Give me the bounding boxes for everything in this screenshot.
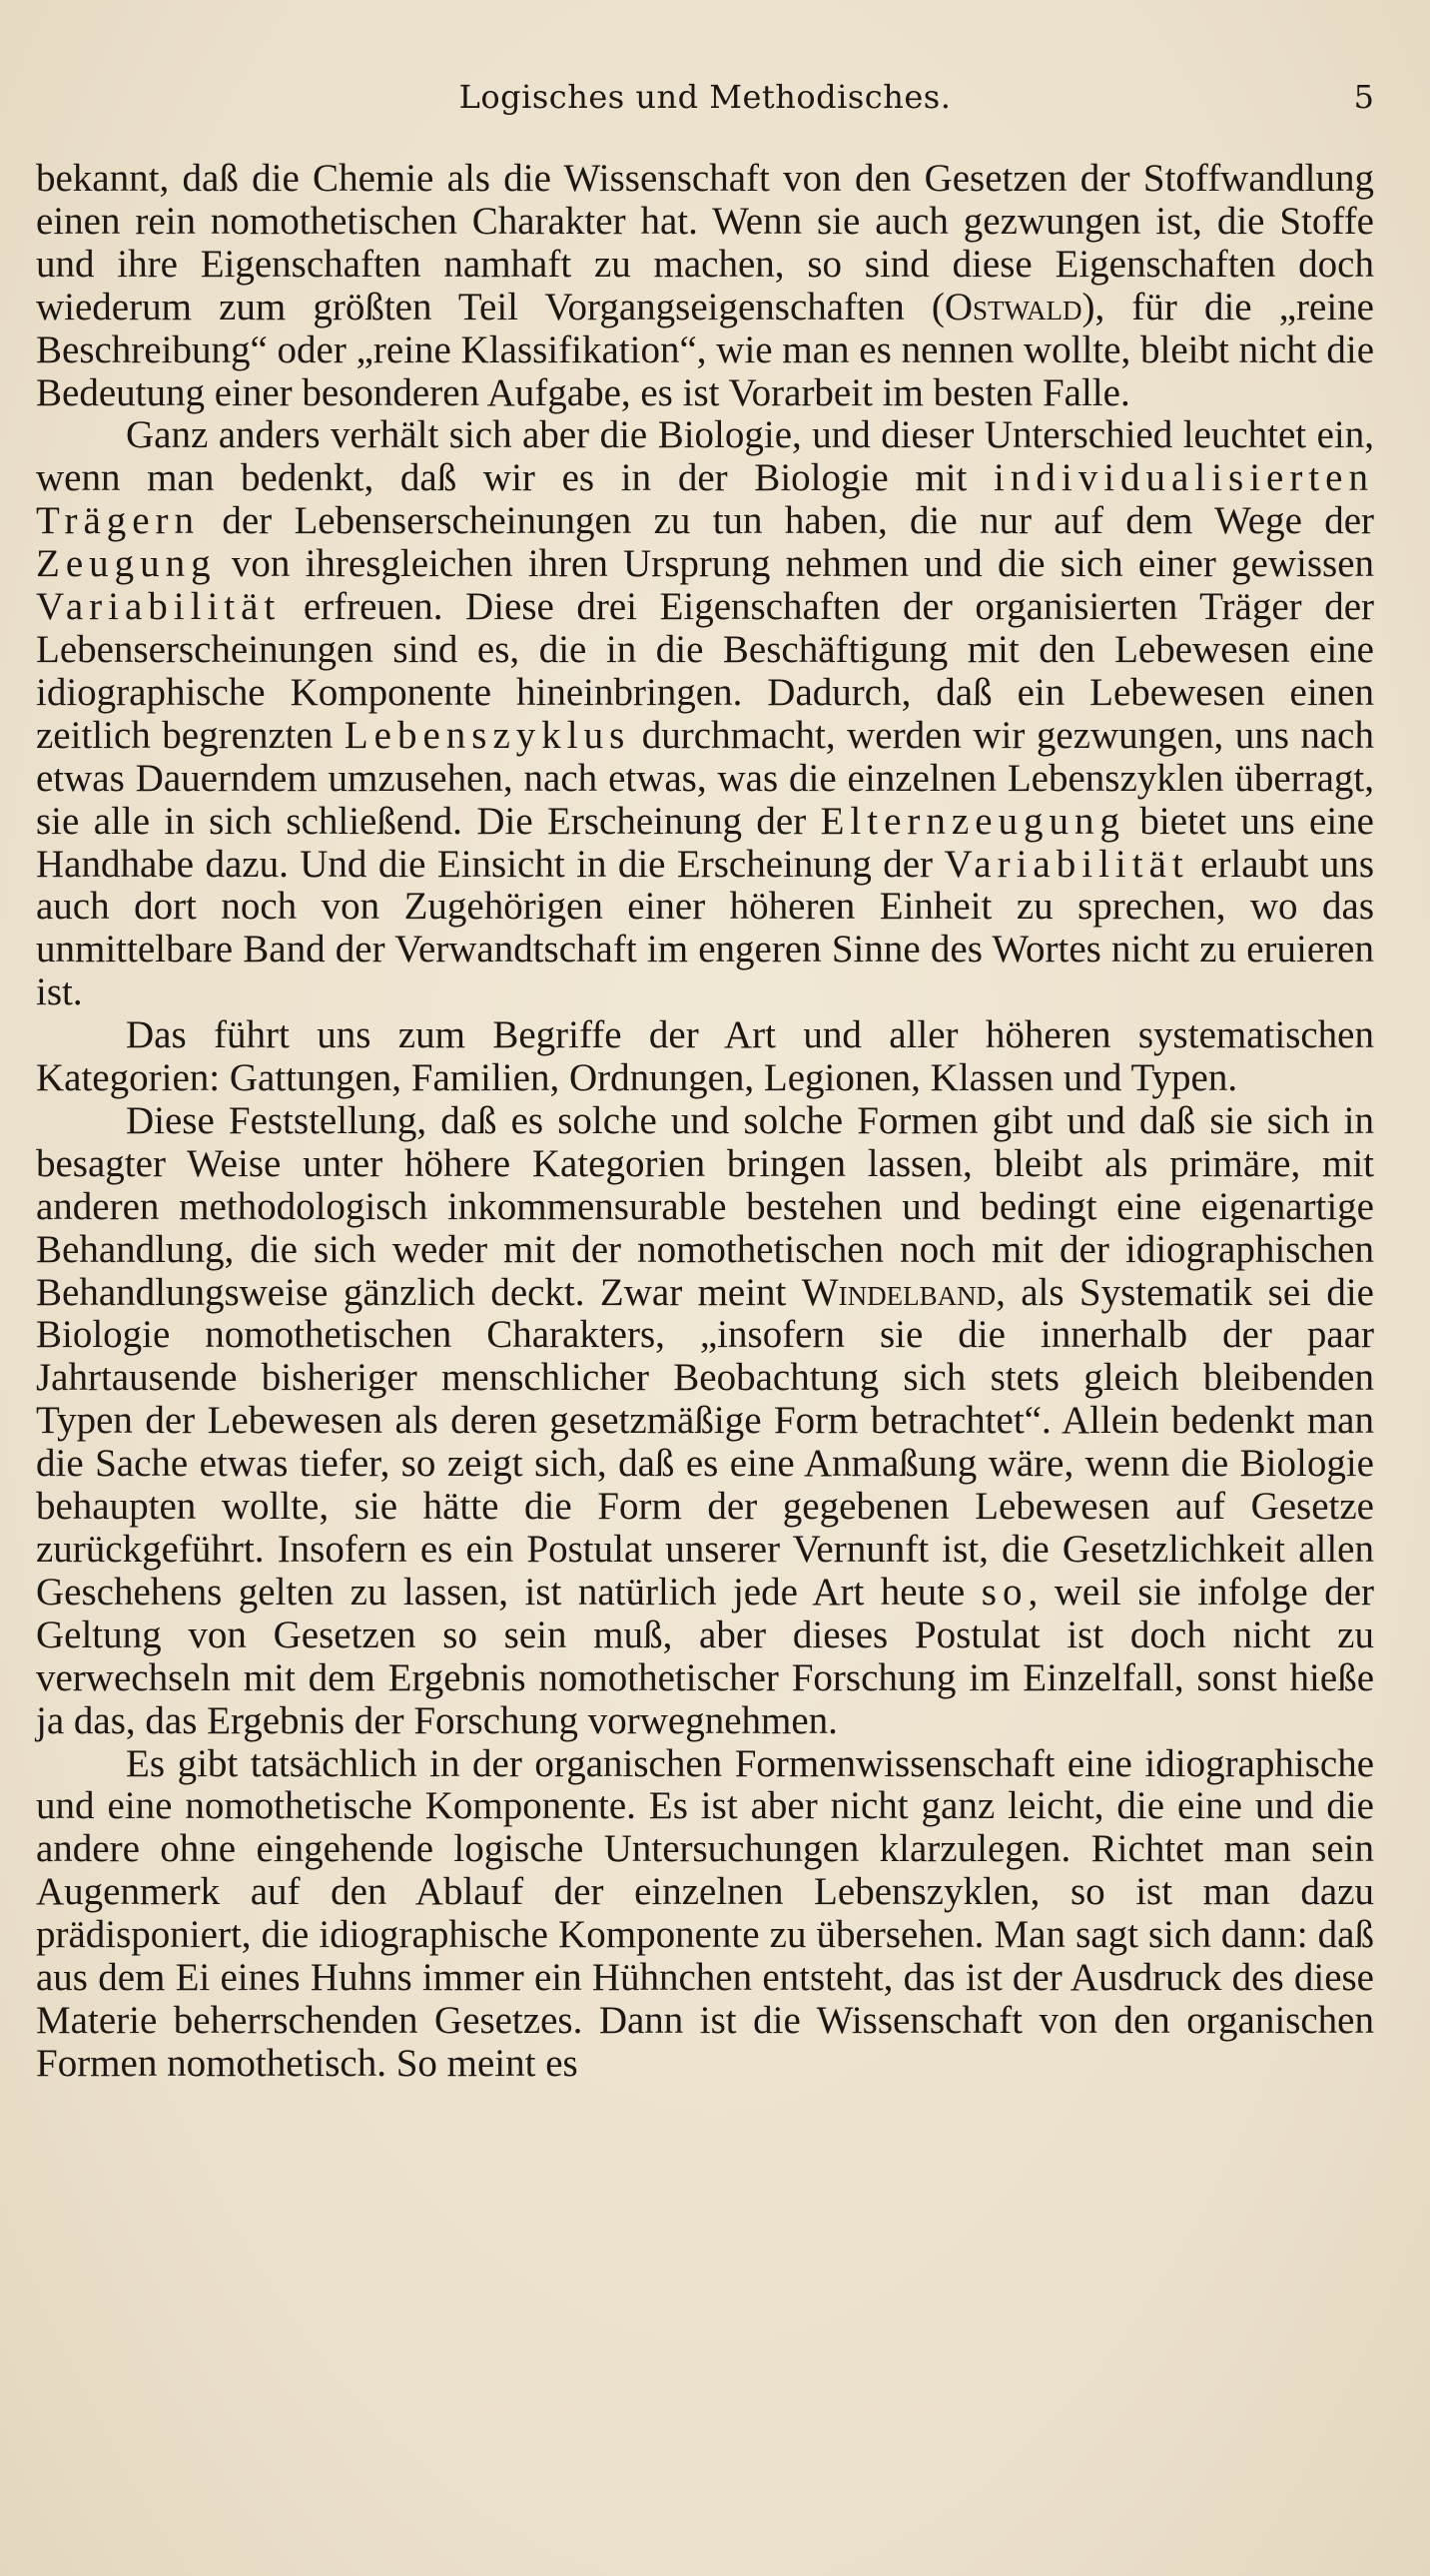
- text-segment: Diese Feststellung, daß es solche und solche Formen gibt und daß sie sich in besagter Weise unter höhere Kategorien bringen lassen, bleibt als primäre, mit anderen methodologisch inkommensurable bestehen und bedingt eine eigenartige Behandlung, die sich weder mit der nomothetischen noch mit der idiographischen Behandlungsweise gänzlich deckt. Zwar meint: [36, 1098, 1374, 1314]
- text-segment: erfreuen. Diese drei Eigenschaften der organisierten Träger der Lebenserscheinungen sind es, die in die Beschäftigung mit den Lebewesen eine idiographische Komponente hineinbringen. Dadurch, daß ein Lebewesen einen zeitlich begrenzten: [36, 585, 1374, 757]
- emphasis-term: individualisierten Trägern: [36, 456, 1374, 543]
- text-segment: Das führt uns zum Begriffe der Art und aller höheren systematischen Kategorien: Gattungen, Familien, Ordnungen, Legionen, Klassen und Typen.: [36, 1013, 1374, 1100]
- text-segment: bietet uns eine Handhabe dazu. Und die Einsicht in die Erscheinung der: [36, 799, 1374, 886]
- paragraph-3: [36, 1014, 1374, 1100]
- text-segment: Es gibt tatsächlich in der organischen Formenwissenschaft eine idiographische und eine nomothetische Komponente. Es ist aber nicht ganz leicht, die eine und die andere ohne eingehende logische Untersuchungen klarzulegen. Richtet man sein Augenmerk auf den Ablauf der einzelnen Lebenszyklen, so ist man dazu prädisponiert, die idiographische Komponente zu übersehen. Man sagt sich dann: daß aus dem Ei eines Huhns immer ein Hühnchen entsteht, das ist der Ausdruck des diese Materie beherrschenden Gesetzes. Dann ist die Wissenschaft von den organischen Formen nomothetisch. So meint es: [36, 1741, 1374, 2085]
- text-segment: , als Systematik sei die Biologie nomothetischen Charakters, „insofern sie die innerhalb der paar Jahrtausende bisheriger menschlicher Beobachtung sich stets gleich bleibenden Typen der Lebewesen als deren gesetzmäßige Form betrachtet“. Allein bedenkt man die Sache etwas tiefer, so zeigt sich, daß es eine Anmaßung wäre, wenn die Biologie behaupten wollte, sie hätte die Form der gegebenen Lebewesen auf Gesetze zurückgeführt. Insofern es ein Postulat unserer Vernunft ist, die Gesetzlichkeit allen Geschehens gelten zu lassen, ist natürlich jede Art heute: [36, 1270, 1374, 1613]
- paragraph-1: [36, 158, 1374, 414]
- text-segment: bekannt, daß die Chemie als die Wissenschaft von den Gesetzen der Stoffwandlung einen rein nomothetischen Charakter hat. Wenn sie auch gezwungen ist, die Stoffe und ihre Eigenschaften namhaft zu machen, so sind diese Eigenschaften doch wiederum zum größten Teil Vorgangseigenschaften (: [36, 157, 1374, 328]
- text-segment: , weil sie infolge der Geltung von Gesetzen so sein muß, aber dieses Postulat ist doch nicht zu verwechseln mit dem Ergebnis nomothetischer Forschung im Einzelfall, sonst hieße ja das, das Ergebnis der Forschung vorwegnehmen.: [36, 1570, 1374, 1742]
- text-segment: von ihresgleichen ihren Ursprung nehmen und die sich einer gewissen: [216, 542, 1374, 586]
- text-segment: Ganz anders verhält sich aber die Biologie, und dieser Unterschied leuchtet ein, wenn man bedenkt, daß wir es in der Biologie mit: [36, 413, 1374, 500]
- running-header: [36, 78, 1374, 130]
- emphasis-term: Variabilität: [944, 842, 1189, 886]
- paragraph-5: [36, 1743, 1374, 2086]
- emphasis-term: Lebenszyklus: [344, 713, 631, 757]
- text-segment: ), für die „reine Beschreibung“ oder „reine Klassifikation“, wie man es nennen wollte, bleibt nicht die Bedeutung einer besonderen Aufgabe, es ist Vorarbeit im besten Falle.: [36, 285, 1374, 414]
- text-segment: erlaubt uns auch dort noch von Zugehörigen einer höheren Einheit zu sprechen, wo das unmittelbare Band der Verwandtschaft im engeren Sinne des Wortes nicht zu eruieren ist.: [36, 842, 1374, 1014]
- author-name-ostwald: Ostwald: [944, 285, 1082, 328]
- emphasis-term: Elternzeugung: [820, 799, 1126, 843]
- text-segment: durchmacht, werden wir gezwungen, uns nach etwas Dauerndem umzusehen, nach etwas, was die einzelnen Lebenszyklen überragt, sie alle in sich schließend. Die Erscheinung der: [36, 713, 1374, 843]
- page-number: 5: [1353, 78, 1374, 116]
- paragraph-2: [36, 414, 1374, 1014]
- running-title: Logisches und Methodisches.: [458, 78, 952, 116]
- paragraph-4: [36, 1100, 1374, 1743]
- emphasis-term: Zeugung: [36, 542, 217, 586]
- body-text: [36, 158, 1374, 2086]
- emphasis-term: so: [981, 1570, 1029, 1613]
- emphasis-term: Variabilität: [36, 585, 282, 629]
- text-segment: der Lebenserscheinungen zu tun haben, die nur auf dem Wege der: [200, 499, 1374, 543]
- author-name-windelband: Windelband: [801, 1270, 997, 1314]
